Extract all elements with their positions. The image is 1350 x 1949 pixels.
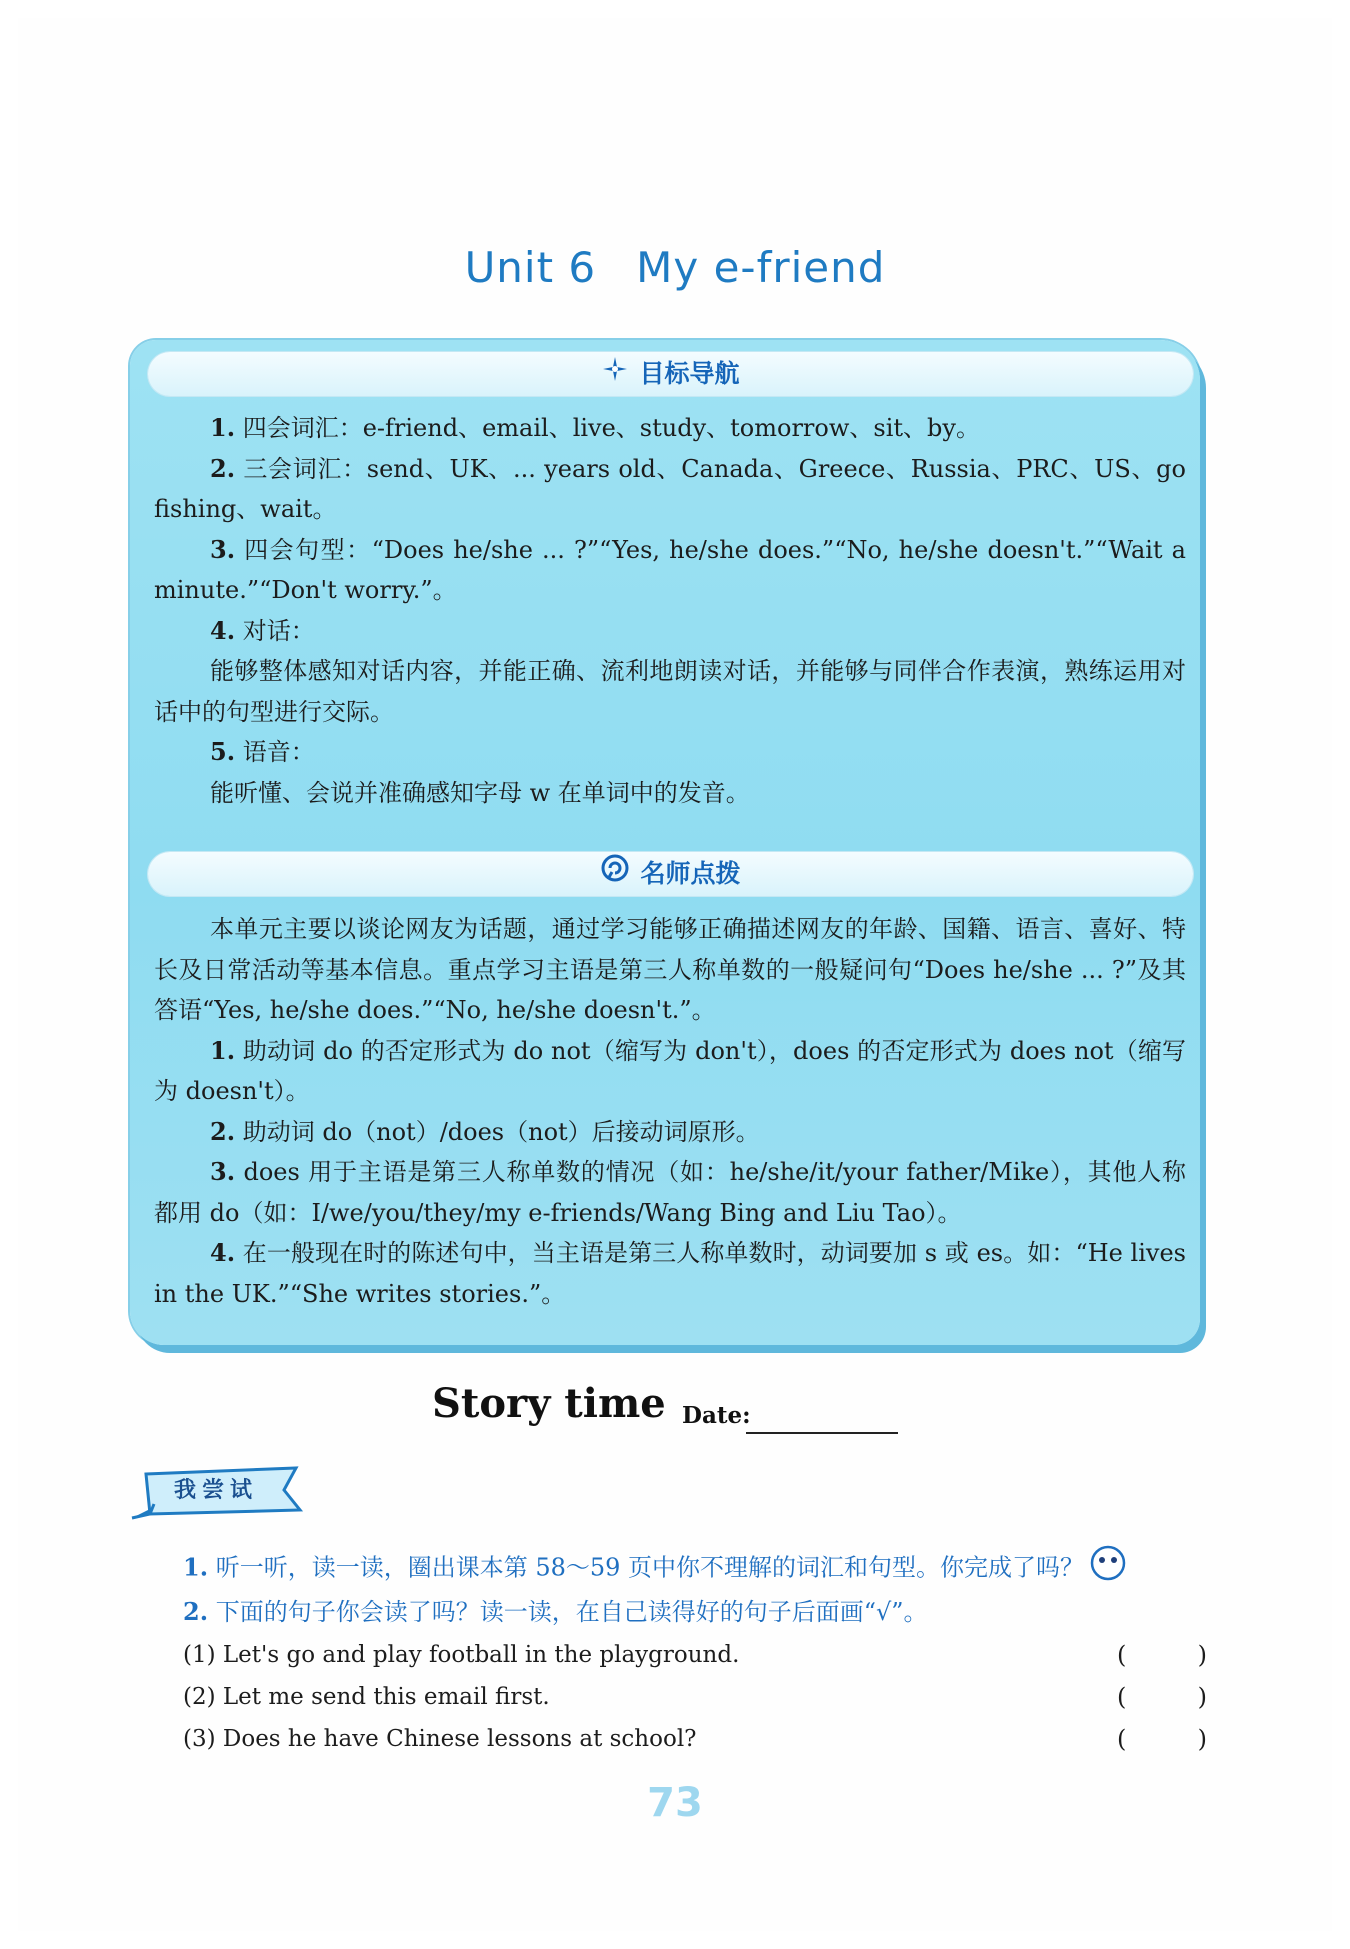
question-2: 2. 下面的句子你会读了吗？读一读，在自己读得好的句子后面画“√”。 xyxy=(183,1597,928,1626)
page-number: 73 xyxy=(647,1780,703,1826)
goal-line: 3. 四会句型：“Does he/she ... ?”“Yes, he/she does.”“No, he/she doesn't.”“Wait a minute.”“Don't worry.”。 xyxy=(154,534,1186,604)
goal-line: 1. 四会词汇：e-friend、email、live、study、tomorrow、sit、by。 xyxy=(210,413,980,442)
tips-text xyxy=(154,909,1186,1314)
check-blank[interactable]: ( ) xyxy=(1117,1641,1207,1669)
tip-line: 2. 助动词 do（not）/does（not）后接动词原形。 xyxy=(210,1116,760,1146)
story-time-title: Story time xyxy=(432,1380,666,1427)
unit-name: My e-friend xyxy=(636,243,886,292)
teacher-spiral-icon xyxy=(600,853,630,897)
sentence-item: (2) Let me send this email first. xyxy=(183,1684,550,1710)
smiley-face-icon[interactable] xyxy=(1090,1545,1126,1593)
guide-panel xyxy=(130,340,1200,1345)
check-blank[interactable]: ( ) xyxy=(1117,1725,1207,1753)
sentence-item: (3) Does he have Chinese lessons at school? xyxy=(183,1726,697,1752)
goal-line: 2. 三会词汇：send、UK、... years old、Canada、Greece、Russia、PRC、US、go fishing、wait。 xyxy=(154,453,1186,523)
goal-line: 能够整体感知对话内容，并能正确、流利地朗读对话，并能够与同伴合作表演，熟练运用对话中的句型进行交际。 xyxy=(154,657,1186,726)
section-heading-tips xyxy=(148,852,1193,896)
tip-line: 4. 在一般现在时的陈述句中，当主语是第三人称单数时，动词要加 s 或 es。如：“He lives in the UK.”“She writes stories.”。 xyxy=(154,1238,1186,1308)
tip-line: 3. does 用于主语是第三人称单数的情况（如：he/she/it/your father/Mike），其他人称都用 do（如：I/we/you/they/my e-friends/Wang Bing and Liu Tao）。 xyxy=(154,1157,1186,1227)
goal-line: 5. 语音： xyxy=(210,737,315,766)
tip-line: 1. 助动词 do 的否定形式为 do not（缩写为 don't），does 的否定形式为 does not（缩写为 doesn't）。 xyxy=(154,1035,1186,1105)
date-blank[interactable] xyxy=(746,1432,898,1434)
goal-line: 能听懂、会说并准确感知字母 w 在单词中的发音。 xyxy=(210,778,750,807)
unit-number: Unit 6 xyxy=(464,243,597,292)
tips-intro: 本单元主要以谈论网友为话题，通过学习能够正确描述网友的年龄、国籍、语言、喜好、特长及日常活动等基本信息。重点学习主语是第三人称单数的一般疑问句“Does he/she ... ?”及其答语“Yes, he/she does.”“No, he/she doesn't.”。 xyxy=(154,915,1186,1024)
unit-title xyxy=(0,243,1350,292)
date-label: Date: xyxy=(682,1402,751,1429)
goal-line: 4. 对话： xyxy=(210,615,315,645)
sentence-item: (1) Let's go and play football in the playground. xyxy=(183,1642,740,1668)
goals-text xyxy=(154,408,1186,813)
compass-star-icon xyxy=(601,353,629,397)
section-heading-goals xyxy=(148,352,1193,396)
try-badge-label: 我尝试 xyxy=(174,1478,259,1503)
section-heading-goals-label: 目标导航 xyxy=(639,359,740,388)
section-heading-tips-label: 名师点拨 xyxy=(640,859,741,888)
check-blank[interactable]: ( ) xyxy=(1117,1683,1207,1711)
question-1: 1. 听一听，读一读，圈出课本第 58～59 页中你不理解的词汇和句型。你完成了吗？ xyxy=(183,1545,1126,1593)
